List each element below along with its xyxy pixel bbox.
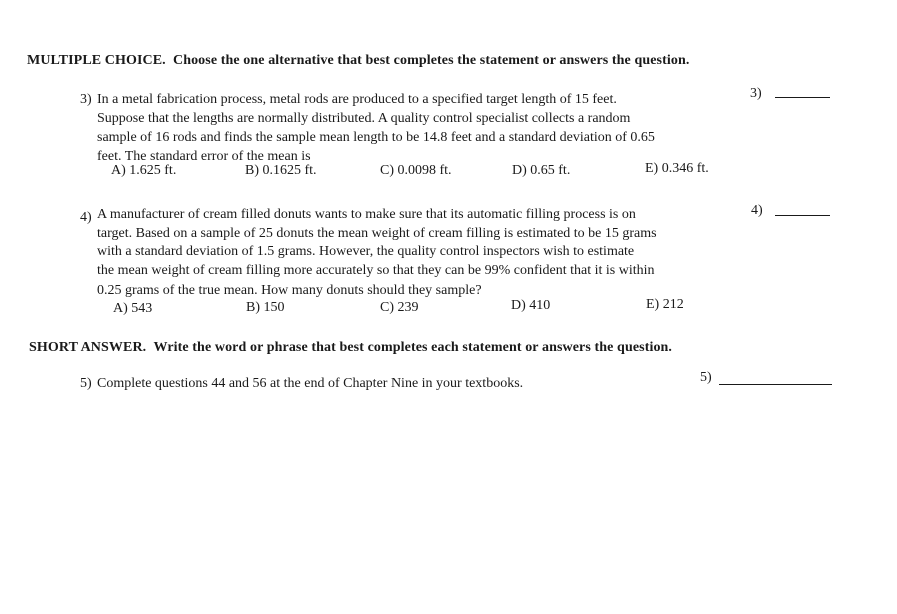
question-4-line-2: target. Based on a sample of 25 donuts the mean weight of cream filling is estimated to be 15 grams [97, 226, 657, 241]
question-3-line-4: feet. The standard error of the mean is [97, 149, 311, 164]
question-3-choice-d: D) 0.65 ft. [512, 163, 571, 178]
mc-heading: MULTIPLE CHOICE. [27, 53, 166, 68]
question-3-line-2: Suppose that the lengths are normally distributed. A quality control specialist collects a random [97, 111, 631, 126]
question-4-line-4: the mean weight of cream filling more accurately so that they can be 99% confident that it is within [97, 263, 655, 278]
sa-instruction: Write the word or phrase that best completes each statement or answers the question. [153, 340, 673, 355]
question-3-choice-c: C) 0.0098 ft. [380, 163, 452, 178]
question-4-answer-label: 4) [751, 203, 763, 218]
question-4-choice-b: B) 150 [246, 300, 285, 315]
question-4-line-1: A manufacturer of cream filled donuts wants to make sure that its automatic filling process is on [97, 207, 636, 222]
question-3-choice-e: E) 0.346 ft. [645, 161, 709, 176]
question-3-answer-blank[interactable] [775, 97, 830, 98]
question-4-line-5: 0.25 grams of the true mean. How many donuts should they sample? [97, 283, 482, 298]
question-4-number: 4) [80, 210, 92, 225]
question-5-number: 5) [80, 376, 92, 391]
question-4-choice-e: E) 212 [646, 297, 684, 312]
question-3-choice-a: A) 1.625 ft. [111, 163, 177, 178]
question-4-choice-d: D) 410 [511, 298, 551, 313]
question-3-choice-b: B) 0.1625 ft. [245, 163, 317, 178]
sa-heading: SHORT ANSWER. [29, 340, 147, 355]
question-4-choice-a: A) 543 [113, 301, 153, 316]
sa-section-header [29, 340, 672, 356]
mc-instruction: Choose the one alternative that best completes the statement or answers the question. [172, 53, 690, 68]
question-4-answer-blank[interactable] [775, 215, 830, 216]
question-3-line-1: In a metal fabrication process, metal rods are produced to a specified target length of 15 feet. [97, 92, 617, 107]
question-3-line-3: sample of 16 rods and finds the sample mean length to be 14.8 feet and a standard deviation of 0.65 [97, 130, 655, 145]
question-5-answer-label: 5) [700, 370, 712, 385]
question-3-answer-label: 3) [750, 86, 762, 101]
question-5-text: Complete questions 44 and 56 at the end of Chapter Nine in your textbooks. [97, 376, 524, 391]
mc-section-header [27, 53, 689, 69]
question-4-choice-c: C) 239 [380, 300, 419, 315]
question-5-answer-blank[interactable] [719, 384, 832, 385]
question-3-number: 3) [80, 92, 92, 107]
question-4-line-3: with a standard deviation of 1.5 grams. However, the quality control inspectors wish to estimate [97, 244, 635, 259]
